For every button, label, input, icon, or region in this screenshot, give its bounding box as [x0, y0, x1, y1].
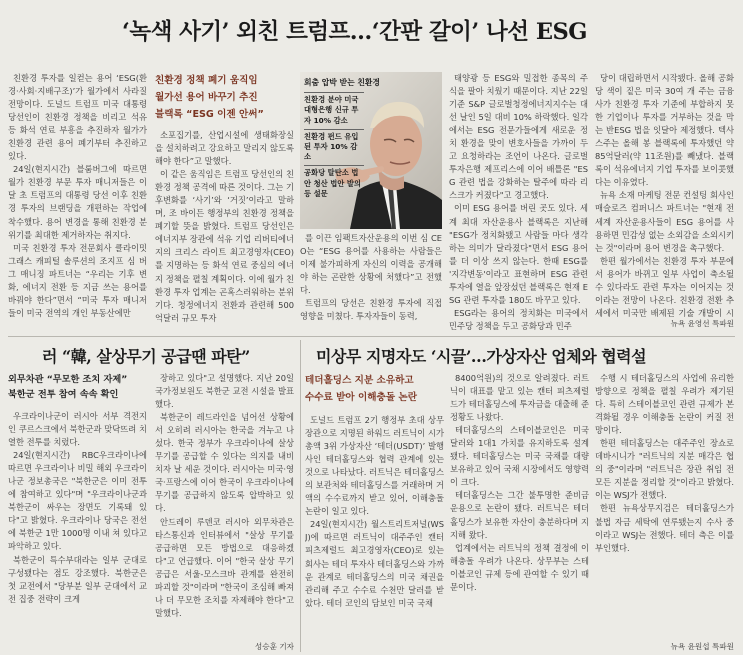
paragraph: 트럼프의 당선은 친환경 투자에 직접 영향을 미쳤다. 투자자들이 동력, [300, 298, 442, 322]
paragraph: 장하고 있다"고 설명했다. 지난 20일 국가정보원도 북한군 교전 시설을 발표했다. [155, 373, 294, 410]
paragraph: 24일(현지시간) RBC우크라이나에 따르면 우크라이나 비밀 해외 우크라이나군 정보총국은 "북한군은 이미 전투에 참여하고 있다"며 "우크라이나군과 북한군이 싸우는 장면도 기록돼 있다"고 밝혔다. 우크라이나 당국은 전선에 북한군 1만 1000명 이내 쳐 있다고 파악하고 있다. [8, 450, 147, 552]
photo-caption [304, 78, 390, 202]
paragraph: 도널드 트럼프 2기 행정부 초대 상무장관으로 지명된 하워드 러트닉이 시가총액 3위 가상자산 ‘테더(USDT)’ 발행사인 테더홀딩스와 협력 관계에 있는 것으로 나타났다. 러트닉은 테더홀딩스의 보관처와 테더홀딩스를 거래하며 거액의 수수료까지 받고 있어, 이해충돌 논란이 일고 있다. [305, 415, 444, 517]
paragraph: 우크라이나군이 러시아 서부 격전지인 쿠르스크에서 북한군과 맞닥뜨려 치열한 전투를 치렀다. [8, 411, 147, 448]
paragraph: 이미 ESG 용어를 버린 곳도 있다. 세계 최대 자산운용사 블랙록은 지난해 "ESG가 정치화됐고 사람들 마다 생각하는 의미가 달라졌다"면서 ESG 용어를 더 이상 쓰지 않는다. 한때 ESG를 '지각변동'이라고 표현하며 ESG 관련 투자에 열을 앞장섰던 블랙록은 현재 ESG 관련 투자를 180도 바꾸고 있다. [449, 203, 588, 305]
right-article-col1 [305, 372, 444, 652]
right-headline: 미상무 지명자도 ‘시끌’…가상자산 업체와 협력설 [316, 347, 647, 366]
subheadline-line: 수수료 받아 이해충돌 논란 [305, 392, 417, 403]
left-article-col2 [155, 372, 294, 640]
section-divider [8, 336, 735, 337]
paragraph: 한편 테더홀딩스는 대주주인 장쇼로 데바시니가 "러트닉의 지분 매각은 협의 중"이라며 "러트닉은 장관 취임 전 모든 지분을 정리할 것"이라고 밝혔다. 이는 WSJ가 전했다. [595, 438, 734, 501]
paragraph: 태양광 등 ESG와 밀접한 종목의 주식을 팔아 치웠기 때문이다. 지난 22일 기준 S&P 글로벌청정에너지지수는 대선 날인 5일 대비 10% 하락했다. 일각에서는 ESG 전문가들에게 새로운 정치 환경을 맞이 변호사들을 가까이 두고 요청하라는 조언이 나온다. 글로벌 투자은행 제프리스에 이어 배틀론 "ESG 관련 법을 강화하는 탈주에 따라 리스크가 커졌다"고 경고했다. [449, 73, 588, 201]
subheadline-line: 외무차관 “무모한 조치 자제” [8, 374, 128, 385]
top-byline: 뉴욕 윤영선 특파원 [670, 319, 734, 328]
paragraph: 테더홀딩스의 스테이블코인은 미국 달러와 1대1 가치를 유지하도록 설계됐다. 테더홀딩스는 미국 국채를 대량 보유하고 있어 국채 시장에서도 영향력이 크다. [450, 425, 589, 488]
caption-item: 친환경 분야 미국 대형은행 신규 투자 10% 감소 [304, 92, 364, 129]
caption-item: 공화당 탈탄소 법안 청산 법안 발의 등 설문 [304, 165, 364, 202]
top-article-col4 [449, 72, 588, 330]
paragraph: 당이 대립하면서 시작됐다. 올해 공화당 색이 짙은 미국 30여 개 주는 금융사가 친환경 투자 기준에 부합하지 못한 기업이나 투자를 거부하는 것을 막는 반ESG 법을 잇달아 제정했다. 텍사스주는 올해 봉 블랙록에 투자했던 약 85억달러(약 11조원)를 빼냈다. 블랙록이 석유에너지 기업 투자를 보이콧했다는 이유였다. [595, 73, 734, 188]
main-headline: ‘녹색 사기’ 외친 트럼프…‘간판 갈이’ 나선 ESG [122, 19, 587, 45]
top-subheadline [155, 72, 294, 123]
left-subheadline [8, 372, 147, 402]
paragraph: 를 이끈 임팩트자산운용의 이번 심 CEO는 “ESG 용어를 사용하는 사람들은 이제 불가피하게 자신의 이력을 공개해야 하는 곤란한 상황에 처했다”고 전했다. [300, 233, 442, 296]
top-article-col1 [8, 72, 147, 330]
right-byline: 뉴욕 윤원섭 특파원 [670, 642, 734, 651]
right-subheadline [305, 372, 444, 406]
top-article-col2 [155, 72, 294, 330]
paragraph: 한편 뉴욕상무지검은 테더홀딩스가 불법 자금 세탁에 연루됐는지 수사 중이라고 WSJ는 전했다. 테더 측은 이를 부인했다. [595, 503, 734, 553]
paragraph: 8400억원)의 것으로 알려졌다. 러트닉이 대표를 맡고 있는 캔터 피츠제럴드가 테더홀딩스에 투자금을 대출해 준 정황도 나왔다. [450, 373, 589, 423]
paragraph: 수행 시 테더홀딩스의 사업에 유리한 방향으로 정책을 펼칠 우려가 제기된다. 특히 스테이블코인 관련 규제가 본격화될 경우 이해충돌 논란이 커질 전망이다. [595, 373, 734, 436]
paragraph: 한편 월가에서는 친환경 투자 부문에서 용어가 바뀌고 일부 사업이 축소될 수 있다라도 관련 투자는 이어지는 것이라는 전망이 나온다. 친환경 전환 추세에서 미국만 배제된 기술 개발이 시 [595, 255, 734, 317]
top-article-col5 [595, 72, 734, 317]
left-headline: 러 “韓, 살상무기 공급땐 파탄” [42, 347, 250, 366]
subheadline-line: 테더홀딩스 지분 소유하고 [305, 375, 414, 386]
right-article-col3 [595, 372, 734, 638]
paragraph: 24일(현지시간) 블룸버그에 따르면 월가 친환경 부문 투자 매니저들은 이달 초 트럼프의 대통령 당선 이후 친환경 투자의 브랜딩을 개편하는 작업에 착수했다. 용어 변경을 통해 친환경 분위기를 최대한 제거하자는 취지다. [8, 164, 147, 240]
paragraph: 소포집기를, 산업시설에 생태화장실을 설치하려고 강요하고 말리지 않도록 해야 한다”고 말했다. [155, 130, 294, 167]
subheadline-line: 블랙록 “ESG 이젠 안써” [155, 109, 264, 120]
caption-title: 회춤 압박 받는 친환경 [304, 78, 380, 87]
right-article-col2 [450, 372, 589, 652]
paragraph: 안드레이 루덴코 러시아 외무차관은 타스통신과 인터뷰에서 "살상 무기를 공급하면 모든 방법으로 대응하겠다"고 언급했다. 이어 "한국 살상 무기 공급은 서울-모스크바 관계를 완전히 파괴할 것"이라며 "한국이 조심해 빠져나 더 무모한 조치를 자제해야 한다"고 말했다. [155, 516, 294, 618]
paragraph: 업계에서는 러트닉의 정책 결정에 이해충돌 우려가 나온다. 상무부는 스테이블코인 규제 등에 관여할 수 있기 때문이다. [450, 542, 589, 592]
paragraph: 이 같은 움직임은 트럼프 당선인의 친환경 정책 공격에 따른 것이다. 그는 기후변화를 ‘사기’와 ‘거짓’이라고 말하며, 조 바이든 행정부의 친환경 정책을 폐기할 뜻을 밝혔다. 트럼프 당선인은 에너지부 장관에 석유 기업 리버티에너지의 크리스 라이트 최고경영자(CEO)를 지명하는 등 화석 연료 중심의 에너지 정책을 펼칠 계획이다. 이에 월가 친환경 투자 업계는 곤혹스러워하는 분위기다. 청정에너지 전환과 관련해 500억달러 규모 투자 [155, 169, 294, 323]
column-divider [300, 340, 301, 652]
paragraph: 미국 친환경 투자 전문회사 클라이밋 그래스 캐피털 솔루션의 조지프 심 버그 매니징 파트너는 “우리는 기후 변화, 에너지 전환 등 지금 쓰는 용어를 바꿔야 한다”면서 “미국 투자 매니저들이 미국 전역의 개인 부동산에만 [8, 242, 147, 318]
top-article-col3 [300, 232, 442, 330]
left-article-col1 [8, 372, 147, 652]
paragraph: 24일(현지시간) 월스트리트저널(WSJ)에 따르면 러트닉이 대주주인 캔터 피츠제럴드 최고경영자(CEO)로 있는 회사는 테더 투자사 테더홀딩스와 가까운 관계로 테더홀딩스의 미국 채권을 관리해 주고 수수료 수천만 달러를 받았다. 테더 코인의 담보인 미국 국채 [305, 519, 444, 608]
subheadline-line: 월가선 용어 바꾸기 추진 [155, 92, 258, 103]
paragraph: 북한군이 레드라인을 넘어선 상황에서 오히려 러시아는 한국을 겨누고 나섰다. 한국 정부가 우크라이나에 살상 무기를 공급할 수 있다는 의지를 내비치자 날 세운 것이다. 러시아는 미국·영국·프랑스에 이어 한국이 우크라이나에 무기를 공급하지 않도록 압박하고 있다. [155, 412, 294, 514]
caption-item: 친환경 펀드 유입된 투자 10% 감소 [304, 129, 364, 166]
paragraph: 북한군이 특수부대라는 일부 군대로 구성됐다는 점도 강조했다. 북한군은 첫 교전에서 "당부분 일부 군대에서 교전 집중 전략이 크게 [8, 554, 147, 604]
paragraph: 뉴욕 소재 마케팅 전문 컨설팅 회사인 매슬로즈 컴퍼니스 파트너는 "현재 전 세계 자산운용사들이 ESG 용어를 사용하면 민감성 없는 소외감을 소외시키는 것"이라며 용어 변경을 촉구했다. [595, 190, 734, 253]
paragraph: 친환경 투자를 일컫는 용어 ‘ESG(환경·사회·지배구조)’가 월가에서 사라질 전망이다. 도널드 트럼프 미국 대통령 당선인이 친환경 정책을 비리고 석유 등 화석 연료 부흥을 추진하자 월가가 친환경 관련 용어 폐기부터 추진하고 있다. [8, 73, 147, 162]
paragraph: 테더홀딩스는 그간 불투명한 준비금 운용으로 논란이 됐다. 러트닉은 테더홀딩스가 보유한 자산이 충분하다며 지지해 왔다. [450, 490, 589, 540]
subheadline-line: 친환경 정책 폐기 움직임 [155, 75, 258, 86]
paragraph: ESG라는 용어의 정치화는 미국에서 민주당 정책을 두고 공화당과 민주 [449, 307, 588, 330]
left-byline: 성승훈 기자 [254, 642, 294, 651]
subheadline-line: 북한군 전투 참여 속속 확인 [8, 389, 119, 400]
